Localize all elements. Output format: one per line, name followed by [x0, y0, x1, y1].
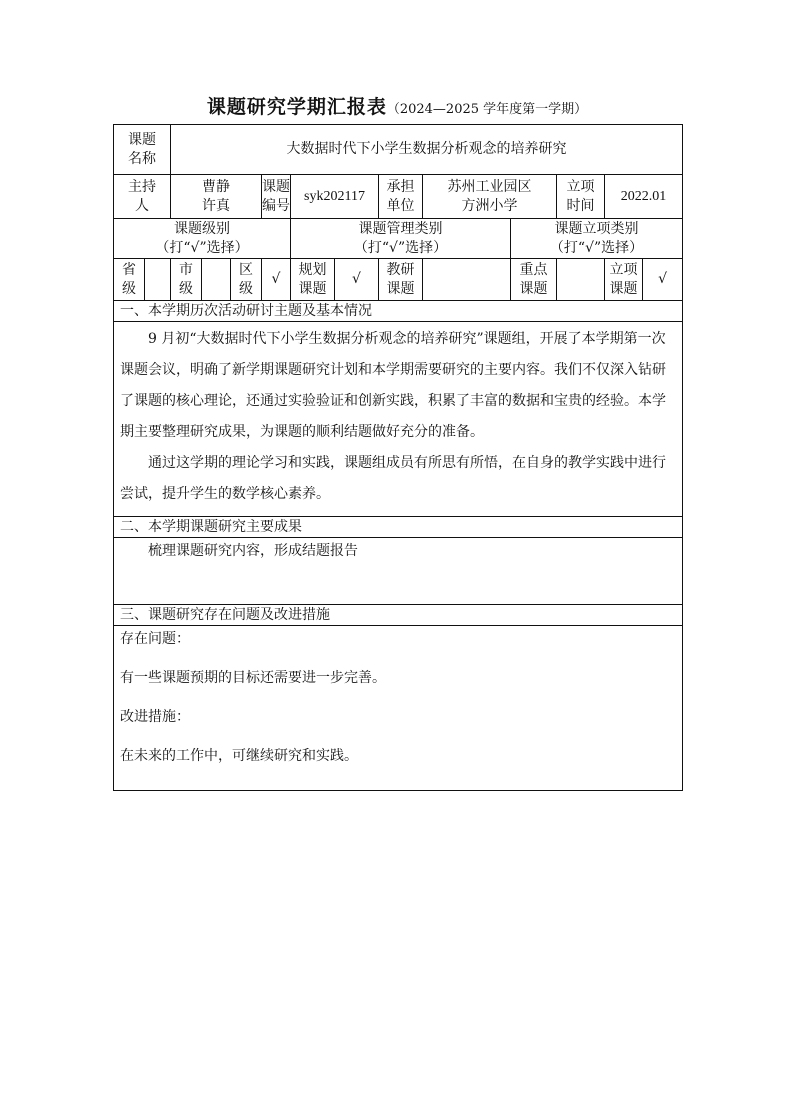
- check-planned: √: [335, 259, 379, 301]
- section3-title: 三、课题研究存在问题及改进措施: [114, 605, 683, 626]
- check-teaching: [423, 259, 511, 301]
- code-label: 课题 编号: [262, 175, 291, 219]
- section3-body: [114, 626, 683, 791]
- section1-header-row: [114, 301, 683, 322]
- section1-paragraph-2: 通过这学期的理论学习和实践，课题组成员有所思有所悟，在自身的教学实践中进行尝试，提升学生的数学核心素养。: [120, 455, 666, 502]
- topic-label: 课题 名称: [114, 125, 171, 175]
- category-header-row: [114, 219, 683, 259]
- code-value: syk202117: [291, 175, 379, 219]
- title-subtitle: （2024—2025 学年度第一学期）: [386, 102, 588, 117]
- check-approved: √: [643, 259, 683, 301]
- date-label: 立项 时间: [557, 175, 605, 219]
- section2-header-row: [114, 517, 683, 538]
- section2-text: 梳理课题研究内容，形成结题报告: [148, 543, 358, 559]
- measure-text: 在未来的工作中，可继续研究和实践。: [120, 748, 358, 764]
- opt-key: 重点 课题: [511, 259, 557, 301]
- section2-title: 二、本学期课题研究主要成果: [114, 517, 683, 538]
- host-value: 曹静 许真: [171, 175, 262, 219]
- info-row: [114, 175, 683, 219]
- opt-city: 市 级: [171, 259, 202, 301]
- topic-value: 大数据时代下小学生数据分析观念的培养研究: [171, 125, 683, 175]
- check-key: [557, 259, 605, 301]
- type-header: 课题立项类别 （打“√”选择）: [511, 219, 683, 259]
- section1-body-row: [114, 322, 683, 517]
- report-table: [113, 124, 683, 791]
- title-main: 课题研究学期汇报表: [206, 96, 387, 118]
- opt-district: 区 级: [231, 259, 262, 301]
- opt-planned: 规划 课题: [291, 259, 335, 301]
- check-province: [145, 259, 171, 301]
- opt-approved: 立项 课题: [605, 259, 643, 301]
- category-options-row: [114, 259, 683, 301]
- section3-header-row: [114, 605, 683, 626]
- topic-row: [114, 125, 683, 175]
- check-district: √: [262, 259, 291, 301]
- section1-paragraph-1: 9 月初“大数据时代下小学生数据分析观念的培养研究”课题组，开展了本学期第一次课题会议，明确了新学期课题研究计划和本学期需要研究的主要内容。我们不仅深入钻研了课题的核心理论，还通过实验验证和创新实践，积累了丰富的数据和宝贵的经验。本学期主要整理研究成果，为课题的顺利结题做好充分的准备。: [120, 331, 666, 440]
- host-label: 主持 人: [114, 175, 171, 219]
- measure-label: 改进措施：: [120, 709, 190, 725]
- page-title: [0, 92, 794, 119]
- opt-province: 省 级: [114, 259, 145, 301]
- section1-body: [114, 322, 683, 517]
- mgmt-header: 课题管理类别 （打“√”选择）: [291, 219, 511, 259]
- opt-teaching: 教研 课题: [379, 259, 423, 301]
- problem-label: 存在问题：: [120, 631, 190, 647]
- section2-body: [114, 538, 683, 605]
- section3-body-row: [114, 626, 683, 791]
- level-header: 课题级别 （打“√”选择）: [114, 219, 291, 259]
- problem-text: 有一些课题预期的目标还需要进一步完善。: [120, 670, 386, 686]
- section2-body-row: [114, 538, 683, 605]
- unit-label: 承担 单位: [379, 175, 423, 219]
- section1-title: 一、本学期历次活动研讨主题及基本情况: [114, 301, 683, 322]
- date-value: 2022.01: [605, 175, 683, 219]
- unit-value: 苏州工业园区 方洲小学: [423, 175, 557, 219]
- check-city: [202, 259, 231, 301]
